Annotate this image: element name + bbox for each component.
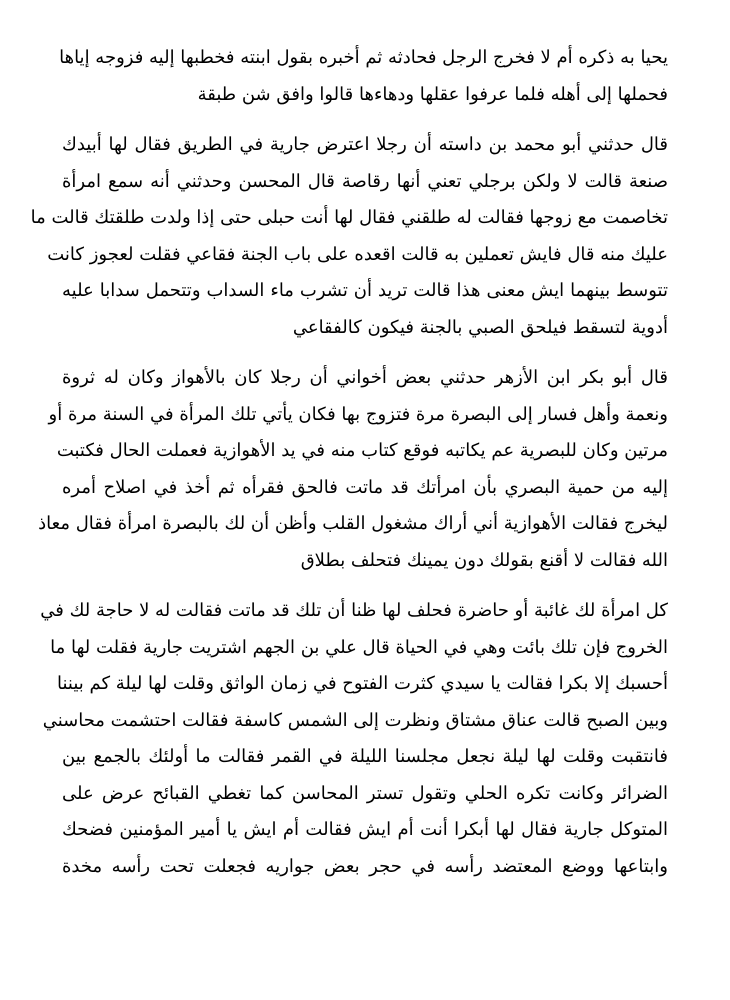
text-line: وبين الصبح قالت عناق مشتاق ونظرت إلى الشمس كاسفة فقالت احتشمت محاسني	[42, 709, 668, 731]
text-line: فحملها إلى أهله فلما عرفوا عقلها ودهاءها قالوا وافق شن طبقة	[197, 83, 668, 105]
text-line: أحسبك إلا بكرا فقالت يا سيدي كثرت الفتوح في زمان الواثق وقلت لها ليلة كم بيننا	[57, 673, 668, 694]
text-line: كل امرأة لك غائبة أو حاضرة فحلف لها ظنا أن تلك قد ماتت فقالت له لا حاجة لك في	[40, 600, 668, 621]
paragraph	[59, 40, 668, 113]
text-line: عليك منه قال فايش تعملين به قالت اقعده على باب الجنة فقاعي فقلت لعجوز كانت	[47, 243, 668, 265]
text-line: فانتقبت وقلت لها ليلة نجعل مجلسنا الليلة في القمر فقالت ما أولئك بالجمع بين	[62, 746, 668, 767]
paragraph	[38, 360, 668, 579]
paragraph	[40, 593, 668, 885]
paragraph	[30, 127, 668, 346]
text-line: تتوسط بينهما ايش معنى هذا قالت تريد أن تشرب ماء السداب وتتحمل سدابا عليه	[62, 280, 668, 301]
text-line: ونعمة وأهل فسار إلى البصرة مرة فتزوج بها فكان يأتي تلك المرأة في السنة مرة أو	[48, 403, 668, 425]
text-line: يحيا به ذكره أم لا فخرج الرجل فحادثه ثم أخبره بقول ابنته فخطبها إليه فزوجه إياها	[59, 47, 668, 68]
text-line: صنعة قالت لا ولكن برجلي تعني أنها رقاصة قال المحسن وحدثني أنه سمع امرأة	[62, 170, 668, 192]
text-line: الضرائر وكانت تكره الحلي وتقول تستر المحاسن كما تغطي القبائح عرض على	[62, 782, 668, 804]
text-line: المتوكل جارية فقال لها أبكرا أنت أم ايش فقالت أم ايش يا أمير المؤمنين فضحك	[62, 819, 668, 840]
text-line: مرتين وكان للبصرية عم يكاتبه فوقع كتاب منه في يد الأهوازية فعملت الحال فكتبت	[56, 440, 668, 461]
text-line: أدوية لتسقط فيلحق الصبي بالجنة فيكون كالفقاعي	[292, 316, 668, 338]
text-line: إليه من حمية البصري بأن امرأتك قد ماتت فالحق فقرأه ثم أخذ في اصلاح أمره	[62, 476, 668, 498]
text-line: قال حدثني أبو محمد بن داسته أن رجلا اعترض جارية في الطريق فقال لها أبيدك	[62, 134, 668, 155]
text-line: الخروج فإن تلك بائت وهي في الحياة قال علي بن الجهم اشتريت جارية فقلت لها ما	[50, 636, 668, 658]
text-line: وابتاعها ووضع المعتضد رأسه في حجر بعض جواريه فجعلت تحت رأسه مخدة	[62, 855, 668, 877]
text-line: تخاصمت مع زوجها فقالت له طلقني فقال لها أنت حبلى حتى إذا ولدت طلقتك قالت ما	[30, 207, 668, 228]
text-line: ليخرج فقالت الأهوازية أني أراك مشغول القلب وأظن أن لك بالبصرة امرأة فقال معاذ	[38, 513, 668, 534]
text-line: قال أبو بكر ابن الأزهر حدثني بعض أخواني أن رجلا كان بالأهواز وكان له ثروة	[62, 367, 668, 388]
text-line: الله فقالت لا أقنع بقولك دون يمينك فتحلف بطلاق	[300, 549, 668, 571]
